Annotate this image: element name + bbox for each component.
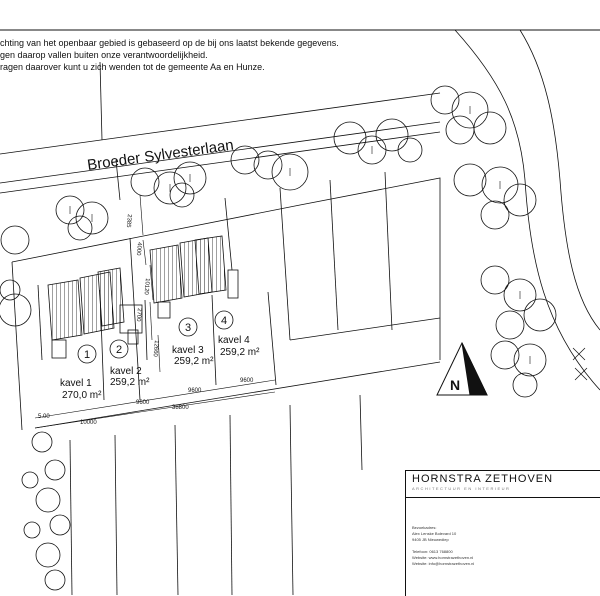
north-label: N: [450, 377, 461, 393]
title-block-header: [406, 471, 600, 498]
email: Website: info@hornstrazethoven.nl: [412, 561, 475, 566]
lot-3-number: 3: [185, 322, 192, 334]
dim-10120: 10120: [142, 277, 150, 295]
lot-2-number: 2: [116, 344, 123, 356]
disclaimer-line-3: ragen daarover kunt u zich wenden tot de gemeente Aa en Hunze.: [0, 62, 265, 72]
lot-4-number: 4: [221, 315, 228, 327]
dim-4000: 4000: [134, 241, 142, 256]
north-arrow-icon: [437, 343, 487, 395]
company-name: HORNSTRA ZETHOVEN: [412, 473, 554, 485]
lot-3-area: 259,2 m²: [174, 356, 214, 367]
dim-38800: 38800: [172, 405, 189, 411]
dim-2700: 2700: [134, 307, 142, 322]
website: Website: www.hornstrazethoven.nl: [412, 555, 474, 560]
disclaimer-line-1: chting van het openbaar gebied is gebaseerd op de bij ons laatst bekende gegevens.: [0, 38, 339, 48]
lot-1-label: kavel 1: [60, 378, 92, 389]
dim-10000: 10000: [80, 420, 97, 426]
street: [0, 62, 440, 200]
dim-9600-c: 9600: [240, 378, 254, 384]
houses: [48, 236, 238, 358]
street-name: Broeder Sylvesterlaan: [86, 136, 235, 174]
tree-trunks: [70, 106, 530, 364]
disclaimer-line-2: gen daarop vallen buiten onze verantwoordelijkheid.: [0, 50, 208, 60]
lot-3-label: kavel 3: [172, 345, 204, 356]
dim-9600-a: 9600: [136, 400, 150, 406]
address-line-1: Alex Lenske Bolevard 10: [412, 531, 457, 536]
phone: Telefoon: 0613 768800: [412, 549, 453, 554]
dim-500: 5.00: [38, 414, 50, 420]
dim-2385: 2385: [124, 213, 132, 228]
lot-2-area: 259,2 m²: [110, 377, 150, 388]
title-block: [405, 470, 600, 596]
road-hatch: [573, 348, 587, 380]
lot-4-area: 259,2 m²: [220, 347, 260, 358]
dim-9600-b: 9600: [188, 388, 202, 394]
lot-1-number: 1: [84, 349, 91, 361]
lot-4-label: kavel 4: [218, 335, 250, 346]
lot-1-area: 270,0 m²: [62, 390, 102, 401]
lot-2-label: kavel 2: [110, 366, 142, 377]
address-head: Bezoekadres:: [412, 525, 437, 530]
contact-info: [412, 525, 474, 567]
address-line-2: 9405 JB Nieuwediep: [412, 537, 449, 542]
company-tagline: ARCHITECTUUR EN INTERIEUR: [412, 486, 511, 491]
curved-road: [455, 30, 600, 390]
dim-12660: 12660: [151, 339, 159, 357]
